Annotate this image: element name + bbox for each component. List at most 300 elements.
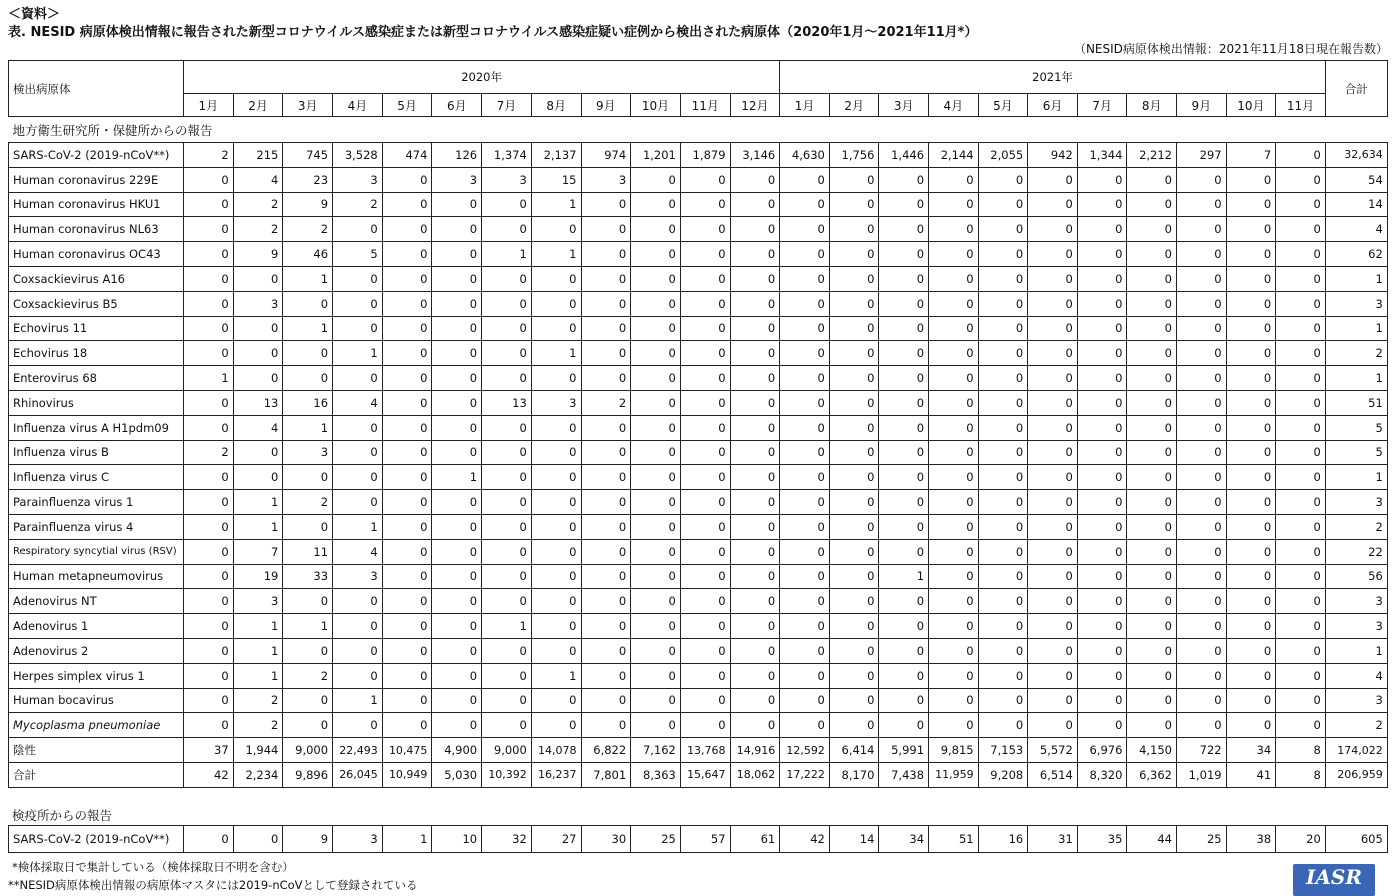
count-cell: 0: [581, 564, 631, 589]
count-cell: 7,153: [978, 738, 1028, 763]
count-cell: 0: [1226, 316, 1276, 341]
count-cell: 0: [1226, 217, 1276, 242]
count-cell: 0: [730, 564, 780, 589]
month-2020-header: 8月: [531, 94, 581, 117]
count-cell: 1: [233, 614, 283, 639]
count-cell: 0: [680, 242, 730, 267]
count-cell: 0: [1028, 663, 1078, 688]
count-cell: 0: [631, 539, 681, 564]
count-cell: 0: [432, 713, 482, 738]
count-cell: 0: [631, 440, 681, 465]
count-cell: 0: [184, 316, 234, 341]
count-cell: 0: [929, 589, 979, 614]
count-cell: 0: [233, 316, 283, 341]
count-cell: 1: [531, 341, 581, 366]
count-cell: 0: [382, 415, 432, 440]
count-cell: 0: [1127, 390, 1177, 415]
count-cell: 0: [1177, 341, 1227, 366]
count-cell: 0: [1226, 514, 1276, 539]
count-cell: 0: [978, 713, 1028, 738]
count-cell: 1: [283, 614, 333, 639]
count-cell: 0: [631, 663, 681, 688]
count-cell: 0: [283, 589, 333, 614]
month-2020-header: 9月: [581, 94, 631, 117]
count-cell: 0: [1077, 291, 1127, 316]
count-cell: 3: [283, 440, 333, 465]
count-cell: 0: [1276, 415, 1326, 440]
count-cell: 0: [879, 415, 929, 440]
count-cell: 15: [531, 167, 581, 192]
count-cell: 2,234: [233, 762, 283, 787]
count-cell: 0: [1028, 465, 1078, 490]
count-cell: 0: [333, 415, 383, 440]
count-cell: 0: [730, 614, 780, 639]
count-cell: 0: [581, 440, 631, 465]
count-cell: 0: [1028, 341, 1078, 366]
count-cell: 0: [1177, 366, 1227, 391]
count-cell: 0: [1226, 713, 1276, 738]
count-cell: 0: [333, 440, 383, 465]
count-cell: 4,150: [1127, 738, 1177, 763]
count-cell: 0: [780, 341, 830, 366]
count-cell: 33: [283, 564, 333, 589]
count-cell: 0: [879, 539, 929, 564]
count-cell: 1: [482, 614, 532, 639]
count-cell: 0: [1276, 589, 1326, 614]
count-cell: 0: [333, 316, 383, 341]
month-2020-header: 12月: [730, 94, 780, 117]
count-cell: 0: [730, 539, 780, 564]
count-cell: 0: [631, 242, 681, 267]
count-cell: 0: [333, 490, 383, 515]
count-cell: 0: [730, 514, 780, 539]
count-cell: 0: [680, 514, 730, 539]
count-cell: 46: [283, 242, 333, 267]
count-cell: 0: [631, 167, 681, 192]
count-cell: 0: [581, 192, 631, 217]
count-cell: 0: [482, 192, 532, 217]
count-cell: 7,801: [581, 762, 631, 787]
count-cell: 0: [184, 167, 234, 192]
count-cell: 0: [780, 539, 830, 564]
month-2021-header: 2月: [829, 94, 879, 117]
count-cell: 0: [978, 539, 1028, 564]
count-cell: 2: [283, 490, 333, 515]
count-cell: 0: [482, 589, 532, 614]
count-cell: 1: [233, 663, 283, 688]
count-cell: 16: [283, 390, 333, 415]
count-cell: 3: [333, 167, 383, 192]
count-cell: 0: [978, 341, 1028, 366]
count-cell: 0: [780, 440, 830, 465]
count-cell: 0: [1276, 366, 1326, 391]
count-cell: 0: [929, 366, 979, 391]
row-total-cell: 14: [1325, 192, 1387, 217]
count-cell: 0: [1226, 242, 1276, 267]
count-cell: 0: [1276, 539, 1326, 564]
footnote-2: **NESID病原体検出情報の病原体マスタには2019-nCoVとして登録されている: [8, 878, 418, 892]
month-2020-header: 2月: [233, 94, 283, 117]
row-total-cell: 62: [1325, 242, 1387, 267]
count-cell: 0: [680, 415, 730, 440]
count-cell: 722: [1177, 738, 1227, 763]
count-cell: 297: [1177, 143, 1227, 168]
table-row: [9, 192, 1388, 217]
count-cell: 0: [631, 316, 681, 341]
table-row: [9, 217, 1388, 242]
count-cell: 0: [382, 663, 432, 688]
count-cell: 0: [1226, 638, 1276, 663]
count-cell: 0: [780, 713, 830, 738]
count-cell: 0: [829, 663, 879, 688]
count-cell: 0: [1028, 688, 1078, 713]
count-cell: 14: [829, 826, 879, 853]
count-cell: 0: [1127, 415, 1177, 440]
count-cell: 0: [531, 564, 581, 589]
count-cell: 0: [680, 465, 730, 490]
count-cell: 0: [482, 415, 532, 440]
count-cell: 0: [879, 266, 929, 291]
count-cell: 0: [581, 242, 631, 267]
count-cell: 0: [829, 713, 879, 738]
count-cell: 2: [233, 688, 283, 713]
count-cell: 3: [233, 589, 283, 614]
count-cell: 0: [1127, 465, 1177, 490]
count-cell: 0: [482, 266, 532, 291]
count-cell: 0: [1028, 192, 1078, 217]
count-cell: 974: [581, 143, 631, 168]
month-2021-header: 11月: [1276, 94, 1326, 117]
count-cell: 0: [680, 316, 730, 341]
row-total-cell: 2: [1325, 341, 1387, 366]
pathogen-name: Parainfluenza virus 4: [9, 514, 184, 539]
total-header: 合計: [1325, 61, 1387, 117]
count-cell: 6,822: [581, 738, 631, 763]
row-total-cell: 3: [1325, 291, 1387, 316]
count-cell: 0: [929, 167, 979, 192]
count-cell: 0: [1276, 242, 1326, 267]
count-cell: 26,045: [333, 762, 383, 787]
table-row: [9, 614, 1388, 639]
count-cell: 0: [1127, 316, 1177, 341]
count-cell: 0: [730, 316, 780, 341]
count-cell: 0: [829, 192, 879, 217]
count-cell: 0: [1226, 266, 1276, 291]
count-cell: 0: [432, 440, 482, 465]
count-cell: 1: [531, 242, 581, 267]
count-cell: 8: [1276, 762, 1326, 787]
count-cell: 0: [1077, 192, 1127, 217]
count-cell: 4: [233, 167, 283, 192]
count-cell: 0: [333, 663, 383, 688]
count-cell: 0: [184, 713, 234, 738]
count-cell: 5,030: [432, 762, 482, 787]
count-cell: 0: [1028, 316, 1078, 341]
count-cell: 10,949: [382, 762, 432, 787]
count-cell: 0: [432, 291, 482, 316]
count-cell: 0: [978, 638, 1028, 663]
table-title: 表. NESID 病原体検出情報に報告された新型コロナウイルス感染症または新型コロナウイルス感染症疑い症例から検出された病原体（2020年1月～2021年11月*）: [8, 25, 978, 40]
count-cell: 0: [1028, 490, 1078, 515]
count-cell: 0: [1127, 589, 1177, 614]
count-cell: 0: [382, 688, 432, 713]
count-cell: 0: [283, 638, 333, 663]
count-cell: 25: [631, 826, 681, 853]
count-cell: 0: [1226, 539, 1276, 564]
count-cell: 7: [1226, 143, 1276, 168]
count-cell: 0: [482, 713, 532, 738]
count-cell: 57: [680, 826, 730, 853]
count-cell: 0: [780, 514, 830, 539]
pathogen-name: Adenovirus NT: [9, 589, 184, 614]
count-cell: 2,055: [978, 143, 1028, 168]
count-cell: 0: [1077, 415, 1127, 440]
count-cell: 0: [780, 266, 830, 291]
row-total-cell: 174,022: [1325, 738, 1387, 763]
count-cell: 0: [1127, 564, 1177, 589]
count-cell: 0: [184, 341, 234, 366]
count-cell: 0: [929, 217, 979, 242]
count-cell: 1: [333, 514, 383, 539]
count-cell: 0: [1028, 638, 1078, 663]
count-cell: 0: [531, 713, 581, 738]
month-2020-header: 5月: [382, 94, 432, 117]
count-cell: 0: [184, 490, 234, 515]
count-cell: 0: [382, 465, 432, 490]
count-cell: 0: [1276, 192, 1326, 217]
count-cell: 0: [1127, 614, 1177, 639]
count-cell: 4: [333, 539, 383, 564]
count-cell: 0: [879, 291, 929, 316]
count-cell: 0: [879, 192, 929, 217]
count-cell: 0: [1127, 638, 1177, 663]
count-cell: 9,000: [482, 738, 532, 763]
count-cell: 0: [1276, 564, 1326, 589]
year-2021-header: 2021年: [780, 61, 1326, 94]
pathogen-name: 合計: [9, 762, 184, 787]
count-cell: 0: [780, 291, 830, 316]
count-cell: 0: [780, 465, 830, 490]
count-cell: 0: [482, 440, 532, 465]
count-cell: 0: [879, 688, 929, 713]
count-cell: 9,896: [283, 762, 333, 787]
count-cell: 0: [631, 217, 681, 242]
count-cell: 0: [929, 663, 979, 688]
count-cell: 0: [631, 415, 681, 440]
row-total-cell: 2: [1325, 514, 1387, 539]
month-2021-header: 7月: [1077, 94, 1127, 117]
count-cell: 0: [581, 291, 631, 316]
count-cell: 0: [829, 217, 879, 242]
count-cell: 0: [929, 490, 979, 515]
count-cell: 9: [283, 826, 333, 853]
count-cell: 11,959: [929, 762, 979, 787]
count-cell: 0: [780, 366, 830, 391]
count-cell: 0: [581, 217, 631, 242]
pathogen-name: Human coronavirus OC43: [9, 242, 184, 267]
count-cell: 1: [233, 490, 283, 515]
count-cell: 0: [879, 440, 929, 465]
count-cell: 0: [531, 465, 581, 490]
row-total-cell: 3: [1325, 614, 1387, 639]
count-cell: 4: [333, 390, 383, 415]
count-cell: 2: [333, 192, 383, 217]
count-cell: 0: [631, 564, 681, 589]
count-cell: 0: [879, 341, 929, 366]
count-cell: 0: [1177, 688, 1227, 713]
count-cell: 5,572: [1028, 738, 1078, 763]
count-cell: 41: [1226, 762, 1276, 787]
count-cell: 51: [929, 826, 979, 853]
count-cell: 0: [184, 217, 234, 242]
pathogen-table: [8, 60, 1388, 788]
table-row: [9, 440, 1388, 465]
count-cell: 25: [1177, 826, 1227, 853]
count-cell: 0: [929, 514, 979, 539]
count-cell: 0: [1077, 341, 1127, 366]
count-cell: 0: [1077, 490, 1127, 515]
count-cell: 0: [432, 614, 482, 639]
count-cell: 0: [829, 242, 879, 267]
count-cell: 3,528: [333, 143, 383, 168]
count-cell: 0: [1177, 266, 1227, 291]
count-cell: 42: [184, 762, 234, 787]
count-cell: 0: [929, 638, 979, 663]
count-cell: 0: [780, 415, 830, 440]
count-cell: 0: [233, 465, 283, 490]
month-2021-header: 6月: [1028, 94, 1078, 117]
count-cell: 0: [581, 614, 631, 639]
month-2020-header: 7月: [482, 94, 532, 117]
count-cell: 0: [929, 192, 979, 217]
count-cell: 0: [730, 465, 780, 490]
table-row: [9, 341, 1388, 366]
count-cell: 1: [333, 341, 383, 366]
count-cell: 0: [1276, 167, 1326, 192]
count-cell: 4,900: [432, 738, 482, 763]
count-cell: 0: [879, 663, 929, 688]
count-cell: 0: [382, 564, 432, 589]
count-cell: 0: [730, 167, 780, 192]
count-cell: 0: [978, 316, 1028, 341]
row-total-cell: 2: [1325, 713, 1387, 738]
count-cell: 0: [1028, 539, 1078, 564]
count-cell: 0: [978, 415, 1028, 440]
count-cell: 0: [829, 366, 879, 391]
pathogen-name: Parainfluenza virus 1: [9, 490, 184, 515]
count-cell: 0: [730, 440, 780, 465]
count-cell: 0: [680, 688, 730, 713]
count-cell: 1: [531, 663, 581, 688]
row-total-cell: 5: [1325, 440, 1387, 465]
count-cell: 0: [730, 341, 780, 366]
count-cell: 0: [333, 589, 383, 614]
count-cell: 0: [680, 564, 730, 589]
count-cell: 13: [233, 390, 283, 415]
count-cell: 0: [929, 390, 979, 415]
section-quarantine-label: 検疫所からの報告: [12, 808, 113, 823]
count-cell: 44: [1127, 826, 1177, 853]
count-cell: 0: [432, 341, 482, 366]
count-cell: 0: [382, 390, 432, 415]
count-cell: 17,222: [780, 762, 830, 787]
count-cell: 0: [1177, 167, 1227, 192]
count-cell: 0: [680, 589, 730, 614]
count-cell: 474: [382, 143, 432, 168]
count-cell: 0: [382, 490, 432, 515]
row-total-cell: 56: [1325, 564, 1387, 589]
pathogen-name: Mycoplasma pneumoniae: [9, 713, 184, 738]
count-cell: 1: [879, 564, 929, 589]
count-cell: 0: [1127, 192, 1177, 217]
count-cell: 0: [531, 217, 581, 242]
count-cell: 3,146: [730, 143, 780, 168]
count-cell: 0: [1127, 490, 1177, 515]
count-cell: 0: [283, 688, 333, 713]
count-cell: 0: [482, 217, 532, 242]
count-cell: 1: [333, 688, 383, 713]
pathogen-name: SARS-CoV-2 (2019-nCoV**): [9, 143, 184, 168]
count-cell: 0: [780, 490, 830, 515]
count-cell: 0: [1127, 514, 1177, 539]
count-cell: 0: [1276, 266, 1326, 291]
count-cell: 3: [333, 564, 383, 589]
count-cell: 0: [829, 266, 879, 291]
count-cell: 0: [829, 415, 879, 440]
count-cell: 0: [581, 341, 631, 366]
row-total-cell: 3: [1325, 490, 1387, 515]
pathogen-header: 検出病原体: [9, 61, 184, 117]
count-cell: 0: [780, 242, 830, 267]
count-cell: 0: [680, 291, 730, 316]
count-cell: 0: [730, 390, 780, 415]
pathogen-name: Influenza virus A H1pdm09: [9, 415, 184, 440]
count-cell: 0: [1077, 539, 1127, 564]
table-row: [9, 826, 1388, 853]
count-cell: 0: [1127, 688, 1177, 713]
count-cell: 0: [432, 589, 482, 614]
count-cell: 37: [184, 738, 234, 763]
count-cell: 0: [184, 614, 234, 639]
count-cell: 0: [1127, 242, 1177, 267]
count-cell: 0: [333, 465, 383, 490]
count-cell: 0: [382, 713, 432, 738]
count-cell: 0: [1276, 514, 1326, 539]
count-cell: 0: [829, 514, 879, 539]
count-cell: 0: [1127, 713, 1177, 738]
pathogen-name: Human bocavirus: [9, 688, 184, 713]
pathogen-name: Coxsackievirus B5: [9, 291, 184, 316]
table-row: [9, 688, 1388, 713]
quarantine-table: [8, 825, 1388, 853]
count-cell: 0: [1077, 713, 1127, 738]
count-cell: 38: [1226, 826, 1276, 853]
count-cell: 0: [780, 688, 830, 713]
count-cell: 0: [1177, 514, 1227, 539]
count-cell: 2: [283, 663, 333, 688]
count-cell: 0: [829, 614, 879, 639]
count-cell: 0: [283, 514, 333, 539]
count-cell: 0: [1028, 242, 1078, 267]
count-cell: 0: [631, 366, 681, 391]
count-cell: 0: [680, 366, 730, 391]
count-cell: 1: [482, 242, 532, 267]
count-cell: 0: [1276, 614, 1326, 639]
count-cell: 23: [283, 167, 333, 192]
count-cell: 0: [978, 291, 1028, 316]
pathogen-name: Human metapneumovirus: [9, 564, 184, 589]
count-cell: 0: [978, 217, 1028, 242]
